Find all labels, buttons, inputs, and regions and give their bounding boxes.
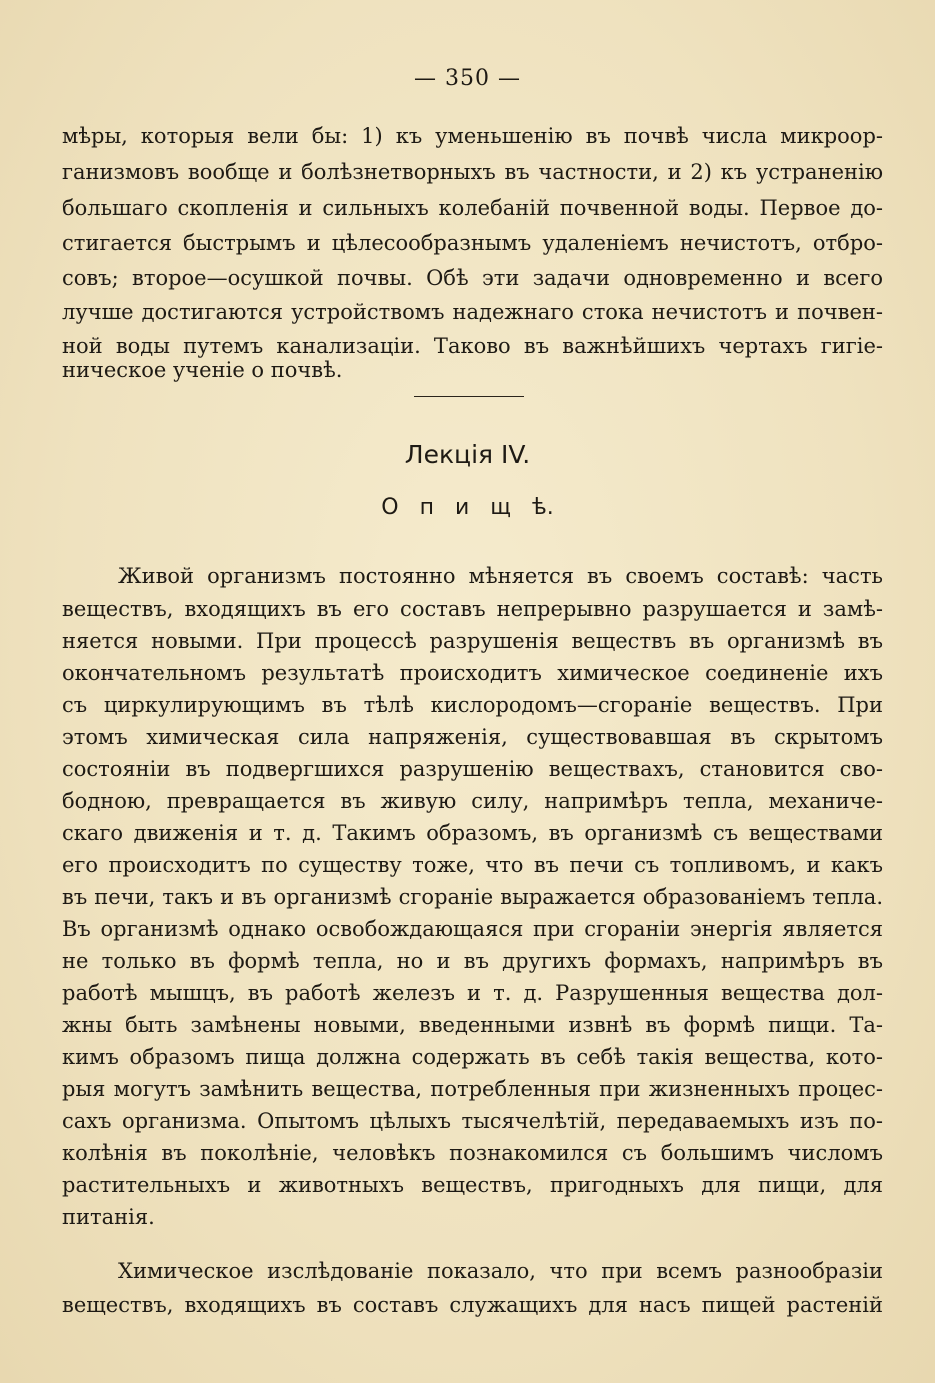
text-line: ническое ученіе о почвѣ. <box>62 358 343 382</box>
text-line: веществъ, входящихъ въ его составъ непрерывно разрушается и замѣ- <box>62 597 883 621</box>
text-line: веществъ, входящихъ въ составъ служащихъ для насъ пищей растеній <box>62 1293 883 1317</box>
page-number: — 350 — <box>414 66 521 91</box>
lecture-subtitle: О п и щ ѣ. <box>381 495 554 520</box>
text-line: няется новыми. При процессѣ разрушенія веществъ въ организмѣ въ <box>62 629 883 653</box>
text-line: совъ; второе—осушкой почвы. Обѣ эти задачи одновременно и всего <box>62 266 883 290</box>
text-line: Живой организмъ постоянно мѣняется въ своемъ составѣ: часть <box>118 564 883 588</box>
text-line: рыя могутъ замѣнить вещества, потребленныя при жизненныхъ процес- <box>62 1077 883 1101</box>
text-line: этомъ химическая сила напряженія, существовавшая въ скрытомъ <box>62 725 883 749</box>
text-line: состояніи въ подвергшихся разрушенію веществахъ, становится сво- <box>62 757 883 781</box>
text-line: сахъ организма. Опытомъ цѣлыхъ тысячелѣтій, передаваемыхъ изъ по- <box>62 1109 883 1133</box>
text-line: бодною, превращается въ живую силу, напримѣръ тепла, механиче- <box>62 789 883 813</box>
text-line: стигается быстрымъ и цѣлесообразнымъ удаленіемъ нечистотъ, отбро- <box>62 231 883 255</box>
text-line: скаго движенія и т. д. Такимъ образомъ, въ организмѣ съ веществами <box>62 821 883 845</box>
text-line: питанія. <box>62 1205 155 1229</box>
text-line: его происходитъ по существу тоже, что въ печи съ топливомъ, и какъ <box>62 853 883 877</box>
text-line: работѣ мышцъ, въ работѣ железъ и т. д. Разрушенныя вещества дол- <box>62 981 883 1005</box>
text-line: Въ организмѣ однако освобождающаяся при сгораніи энергія является <box>62 917 883 941</box>
section-divider <box>414 396 524 397</box>
text-line: колѣнія въ поколѣніе, человѣкъ познакомился съ большимъ числомъ <box>62 1141 883 1165</box>
text-line: ной воды путемъ канализаціи. Таково въ важнѣйшихъ чертахъ гигіе- <box>62 334 883 358</box>
text-line: жны быть замѣнены новыми, введенными извнѣ въ формѣ пищи. Та- <box>62 1013 883 1037</box>
text-line: большаго скопленія и сильныхъ колебаній почвенной воды. Первое до- <box>62 196 883 220</box>
text-line: не только въ формѣ тепла, но и въ другихъ формахъ, напримѣръ въ <box>62 949 883 973</box>
text-line: въ печи, такъ и въ организмѣ сгораніе выражается образованіемъ тепла. <box>62 885 883 909</box>
text-line: ганизмовъ вообще и болѣзнетворныхъ въ частности, и 2) къ устраненію <box>62 160 883 184</box>
text-line: мѣры, которыя вели бы: 1) къ уменьшенію въ почвѣ числа микроор- <box>62 124 883 148</box>
text-line: лучше достигаются устройствомъ надежнаго стока нечистотъ и почвен- <box>62 300 883 324</box>
text-line: растительныхъ и животныхъ веществъ, пригодныхъ для пищи, для <box>62 1173 883 1197</box>
text-line: окончательномъ результатѣ происходитъ химическое соединеніе ихъ <box>62 661 883 685</box>
text-line: Химическое изслѣдованіе показало, что при всемъ разнообразіи <box>118 1259 883 1283</box>
lecture-title: Лекція IV. <box>404 440 531 469</box>
text-line: кимъ образомъ пища должна содержать въ себѣ такія вещества, кото- <box>62 1045 883 1069</box>
text-line: съ циркулирующимъ въ тѣлѣ кислородомъ—сгораніе веществъ. При <box>62 693 883 717</box>
